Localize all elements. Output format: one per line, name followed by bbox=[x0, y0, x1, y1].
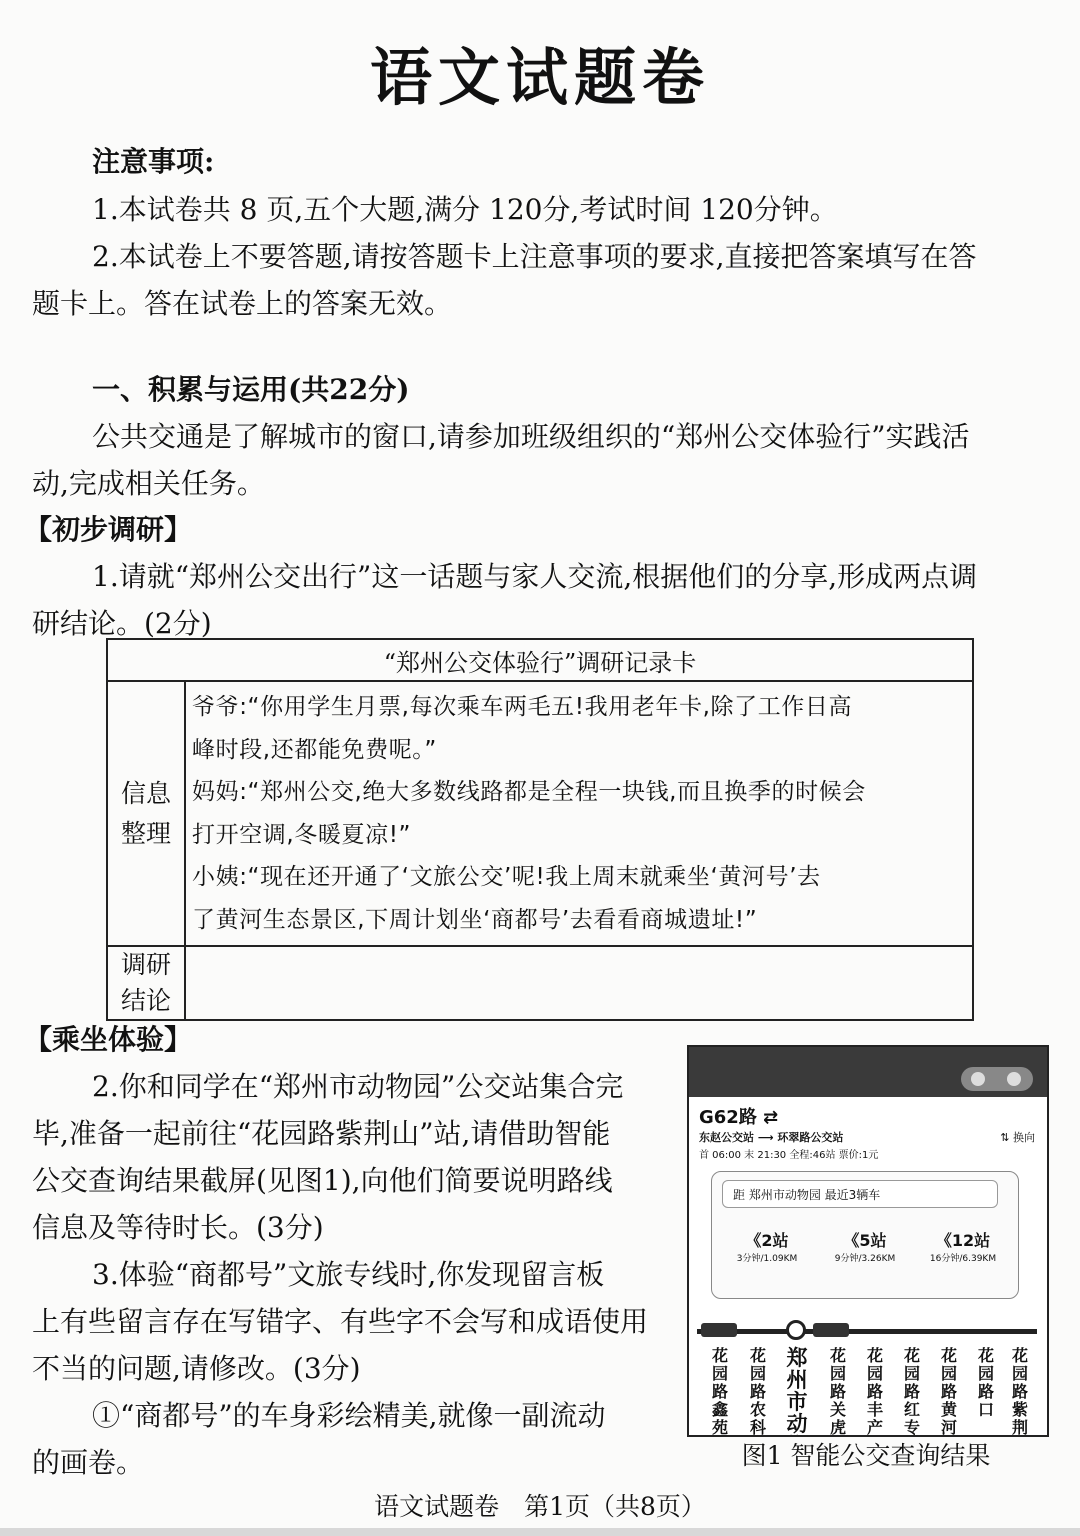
station-name-current: 郑州市动 bbox=[786, 1346, 808, 1436]
station-name: 花园路紫荆 bbox=[1011, 1346, 1028, 1437]
conclusion-label-line-2: 结论 bbox=[120, 986, 171, 1015]
bus-2-eta: 9分钟/3.26KM bbox=[834, 1254, 896, 1264]
bus-3-stops: 《12站 bbox=[935, 1231, 991, 1250]
nearest-buses-card bbox=[711, 1171, 1019, 1299]
info-label-line-1: 信息 bbox=[120, 778, 171, 808]
station-name: 花园路红专 bbox=[903, 1346, 920, 1437]
question-2-line-1: 2.你和同学在“郑州市动物园”公交站集合完 bbox=[92, 1070, 624, 1103]
bus-3 bbox=[918, 1228, 1008, 1264]
info-line: 小姨:“现在还开通了‘文旅公交’呢!我上周末就乘坐‘黄河号’去 bbox=[192, 864, 821, 890]
info-content bbox=[185, 681, 973, 946]
page-edge bbox=[0, 1528, 1080, 1536]
part-heading-research: 【初步调研】 bbox=[24, 513, 193, 546]
figure-caption: 图1 智能公交查询结果 bbox=[741, 1441, 991, 1470]
question-3-item-1-line-1: ①“商都号”的车身彩绘精美,就像一副流动 bbox=[92, 1399, 606, 1432]
info-line: 妈妈:“郑州公交,绝大多数线路都是全程一块钱,而且换季的时候会 bbox=[192, 779, 866, 805]
bus-icon bbox=[813, 1323, 849, 1337]
info-line: 了黄河生态景区,下周计划坐‘商都号’去看看商城遗址!” bbox=[192, 906, 758, 933]
conclusion-label-line-1: 调研 bbox=[120, 950, 171, 979]
route-schedule: 首 06:00 末 21:30 全程:46站 票价:1元 bbox=[699, 1150, 879, 1161]
bus-icon bbox=[701, 1323, 737, 1337]
switch-direction: ⇅ 换向 bbox=[1000, 1131, 1035, 1144]
question-2-line-2: 毕,准备一起前往“花园路紫荆山”站,请借助智能 bbox=[32, 1117, 611, 1150]
section-intro-2: 动,完成相关任务。 bbox=[32, 467, 265, 500]
question-1-line-2: 研结论。(2分) bbox=[32, 607, 212, 640]
notice-item-1: 1.本试卷共 8 页,五个大题,满分 120分,考试时间 120分钟。 bbox=[92, 193, 838, 226]
station-name: 花园路丰产 bbox=[866, 1346, 883, 1437]
bus-1-stops: 《2站 bbox=[745, 1231, 789, 1250]
question-2-line-3: 公交查询结果截屏(见图1),向他们简要说明路线 bbox=[32, 1164, 613, 1197]
question-2-line-4: 信息及等待时长。(3分) bbox=[32, 1211, 324, 1244]
bus-3-eta: 16分钟/6.39KM bbox=[929, 1254, 997, 1264]
menu-capsule-icon bbox=[961, 1067, 1033, 1091]
section-heading: 一、积累与运用(共22分) bbox=[92, 373, 410, 406]
question-1-line-1: 1.请就“郑州公交出行”这一话题与家人交流,根据他们的分享,形成两点调 bbox=[92, 560, 978, 593]
bus-1-eta: 3分钟/1.09KM bbox=[736, 1254, 798, 1264]
info-line: 峰时段,还都能免费呢。” bbox=[192, 736, 437, 763]
nearest-buses-heading: 距 郑州市动物园 最近3辆车 bbox=[722, 1180, 998, 1208]
record-card-table bbox=[106, 638, 974, 1021]
station-name: 花园路黄河 bbox=[940, 1346, 957, 1437]
bus-2-stops: 《5站 bbox=[843, 1231, 887, 1250]
info-line: 爷爷:“你用学生月票,每次乘车两毛五!我用老年卡,除了工作日高 bbox=[192, 694, 853, 720]
route-direction: 东赵公交站 ⟶ 环翠路公交站 bbox=[699, 1131, 844, 1144]
question-3-line-3: 不当的问题,请修改。(3分) bbox=[32, 1352, 361, 1385]
route-name: G62路 ⇄ bbox=[699, 1107, 779, 1128]
station-name: 花园路口 bbox=[977, 1346, 994, 1419]
app-top-bar bbox=[689, 1047, 1047, 1097]
conclusion-answer-area bbox=[185, 946, 973, 1020]
section-intro-1: 公共交通是了解城市的窗口,请参加班级组织的“郑州公交体验行”实践活 bbox=[92, 420, 970, 453]
bus-2 bbox=[820, 1228, 910, 1264]
page-footer: 语文试题卷 第1页（共8页） bbox=[374, 1492, 706, 1521]
info-line: 打开空调,冬暖夏凉!” bbox=[192, 821, 412, 848]
current-station-marker-icon bbox=[786, 1320, 806, 1340]
bus-1 bbox=[722, 1228, 812, 1264]
info-label bbox=[107, 681, 185, 946]
station-name: 花园路农科 bbox=[749, 1346, 766, 1437]
conclusion-label bbox=[107, 946, 185, 1020]
notice-item-2-cont: 题卡上。答在试卷上的答案无效。 bbox=[32, 287, 453, 320]
question-3-item-1-line-2: 的画卷。 bbox=[32, 1446, 145, 1479]
info-label-line-2: 整理 bbox=[120, 818, 171, 848]
station-name: 花园路鑫苑 bbox=[711, 1346, 728, 1437]
bus-query-figure bbox=[687, 1045, 1049, 1437]
page-title: 语文试题卷 bbox=[369, 41, 710, 114]
notice-heading: 注意事项: bbox=[92, 145, 215, 178]
route-line bbox=[697, 1329, 1037, 1334]
station-name: 花园路关虎 bbox=[829, 1346, 846, 1437]
question-3-line-2: 上有些留言存在写错字、有些字不会写和成语使用 bbox=[32, 1305, 649, 1338]
question-3-line-1: 3.体验“商都号”文旅专线时,你发现留言板 bbox=[92, 1258, 605, 1291]
part-heading-experience: 【乘坐体验】 bbox=[24, 1023, 193, 1056]
record-card-title: “郑州公交体验行”调研记录卡 bbox=[107, 639, 973, 681]
notice-item-2: 2.本试卷上不要答题,请按答题卡上注意事项的要求,直接把答案填写在答 bbox=[92, 240, 977, 273]
